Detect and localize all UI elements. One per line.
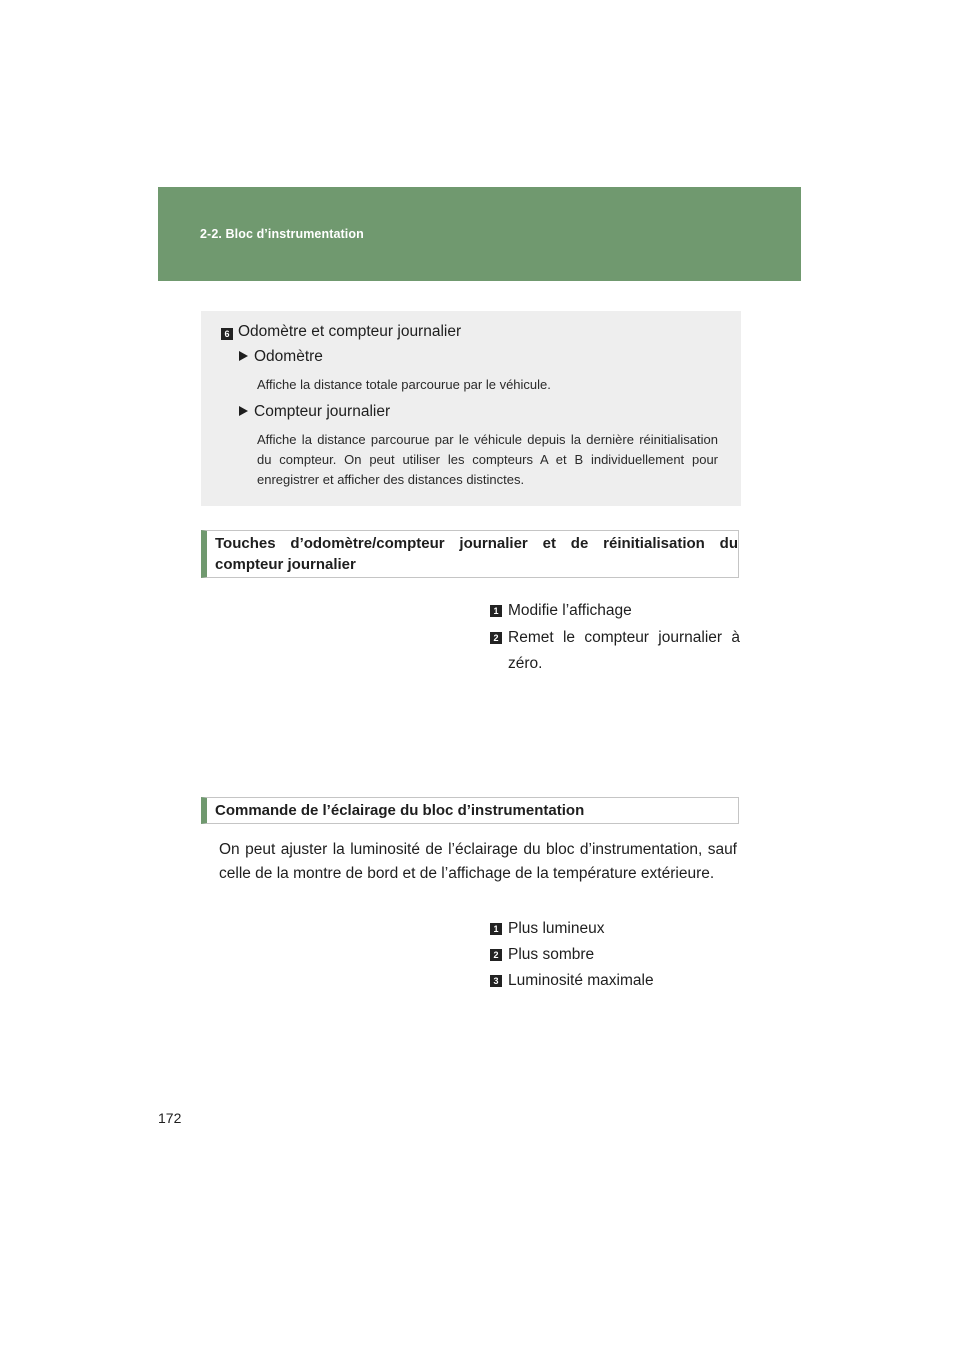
odometer-description: Affiche la distance totale parcourue par le véhicule. bbox=[257, 377, 551, 392]
item-number-badge: 1 bbox=[490, 605, 502, 617]
list-item: 2 Remet le compteur journalier à zéro. bbox=[490, 625, 740, 677]
odometer-subheading: Odomètre bbox=[239, 348, 323, 366]
item-number-badge: 2 bbox=[490, 949, 502, 961]
chapter-header-bar bbox=[158, 187, 801, 281]
item-number-badge: 6 bbox=[221, 328, 233, 340]
section-heading-illumination: Commande de l’éclairage du bloc d’instrumentation bbox=[201, 797, 739, 824]
triangle-bullet-icon bbox=[239, 406, 248, 416]
list-item: 1 Plus lumineux bbox=[490, 916, 740, 942]
triangle-bullet-icon bbox=[239, 351, 248, 361]
list-item: 3 Luminosité maximale bbox=[490, 968, 740, 994]
section-title: 2-2. Bloc d’instrumentation bbox=[200, 227, 364, 241]
list-item: 1 Modifie l’affichage bbox=[490, 598, 740, 624]
section-heading-odometer-buttons: Touches d’odomètre/compteur journalier et de réinitialisation du compteur journalier bbox=[201, 530, 739, 578]
illumination-paragraph: On peut ajuster la luminosité de l’éclairage du bloc d’instrumentation, sauf celle de la montre de bord et de l’affichage de la température extérieure. bbox=[219, 841, 737, 882]
item-number-badge: 3 bbox=[490, 975, 502, 987]
item-number-badge: 2 bbox=[490, 632, 502, 644]
list-item: 2 Plus sombre bbox=[490, 942, 740, 968]
page-number: 172 bbox=[158, 1110, 182, 1126]
info-box-title: Odomètre et compteur journalier bbox=[238, 323, 462, 340]
trip-meter-description: Affiche la distance parcourue par le véhicule depuis la dernière réinitialisation du compteur. On peut utiliser les compteurs A et B individuellement pour enregistrer et afficher des distances distinctes. bbox=[257, 432, 718, 487]
trip-meter-subheading: Compteur journalier bbox=[239, 403, 390, 421]
odometer-info-box bbox=[201, 311, 741, 506]
item-number-badge: 1 bbox=[490, 923, 502, 935]
